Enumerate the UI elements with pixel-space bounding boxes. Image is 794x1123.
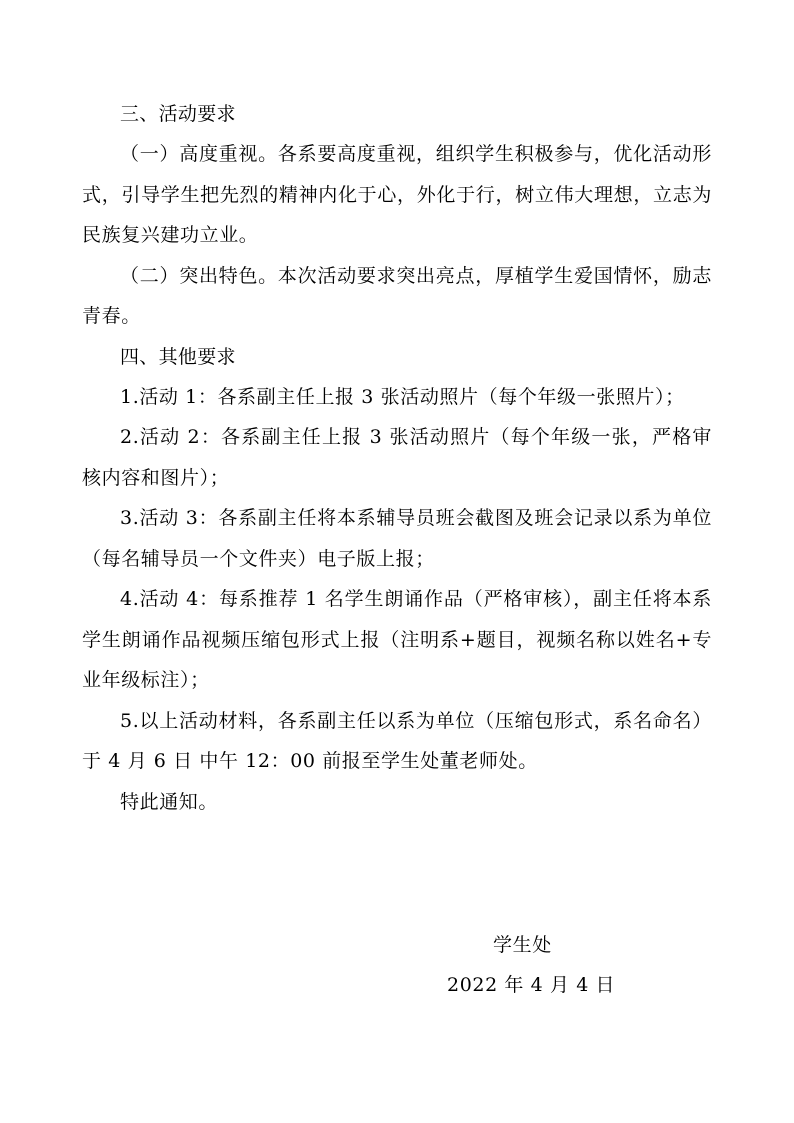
signature-date: 2022 年 4 月 4 日 <box>447 974 616 996</box>
signature-organization: 学生处 <box>493 934 552 956</box>
requirement-item-5: 5.以上活动材料，各系副主任以系为单位（压缩包形式，系名命名）于 4 月 6 日 中午 12：00 前报至学生处董老师处。 <box>82 709 712 772</box>
paragraph-highlight-features: （二）突出特色。本次活动要求突出亮点，厚植学生爱国情怀，励志青春。 <box>82 264 712 327</box>
section-heading-activity-requirements: 三、活动要求 <box>120 103 236 125</box>
requirement-item-2: 2.活动 2：各系副主任上报 3 张活动照片（每个年级一张，严格审核内容和图片）； <box>82 426 712 489</box>
paragraph-high-priority: （一）高度重视。各系要高度重视，组织学生积极参与，优化活动形式，引导学生把先烈的精神内化于心，外化于行，树立伟大理想，立志为民族复兴建功立业。 <box>82 143 712 246</box>
requirement-item-1: 1.活动 1：各系副主任上报 3 张活动照片（每个年级一张照片）； <box>120 385 685 408</box>
requirement-item-4: 4.活动 4：每系推荐 1 名学生朗诵作品（严格审核），副主任将本系学生朗诵作品视频压缩包形式上报（注明系+题目，视频名称以姓名+专业年级标注）； <box>82 588 712 691</box>
document-body <box>82 94 712 822</box>
section-heading-other-requirements: 四、其他要求 <box>120 345 236 368</box>
closing-line: 特此通知。 <box>120 790 219 813</box>
requirement-item-3: 3.活动 3：各系副主任将本系辅导员班会截图及班会记录以系为单位（每名辅导员一个文件夹）电子版上报； <box>82 507 712 570</box>
